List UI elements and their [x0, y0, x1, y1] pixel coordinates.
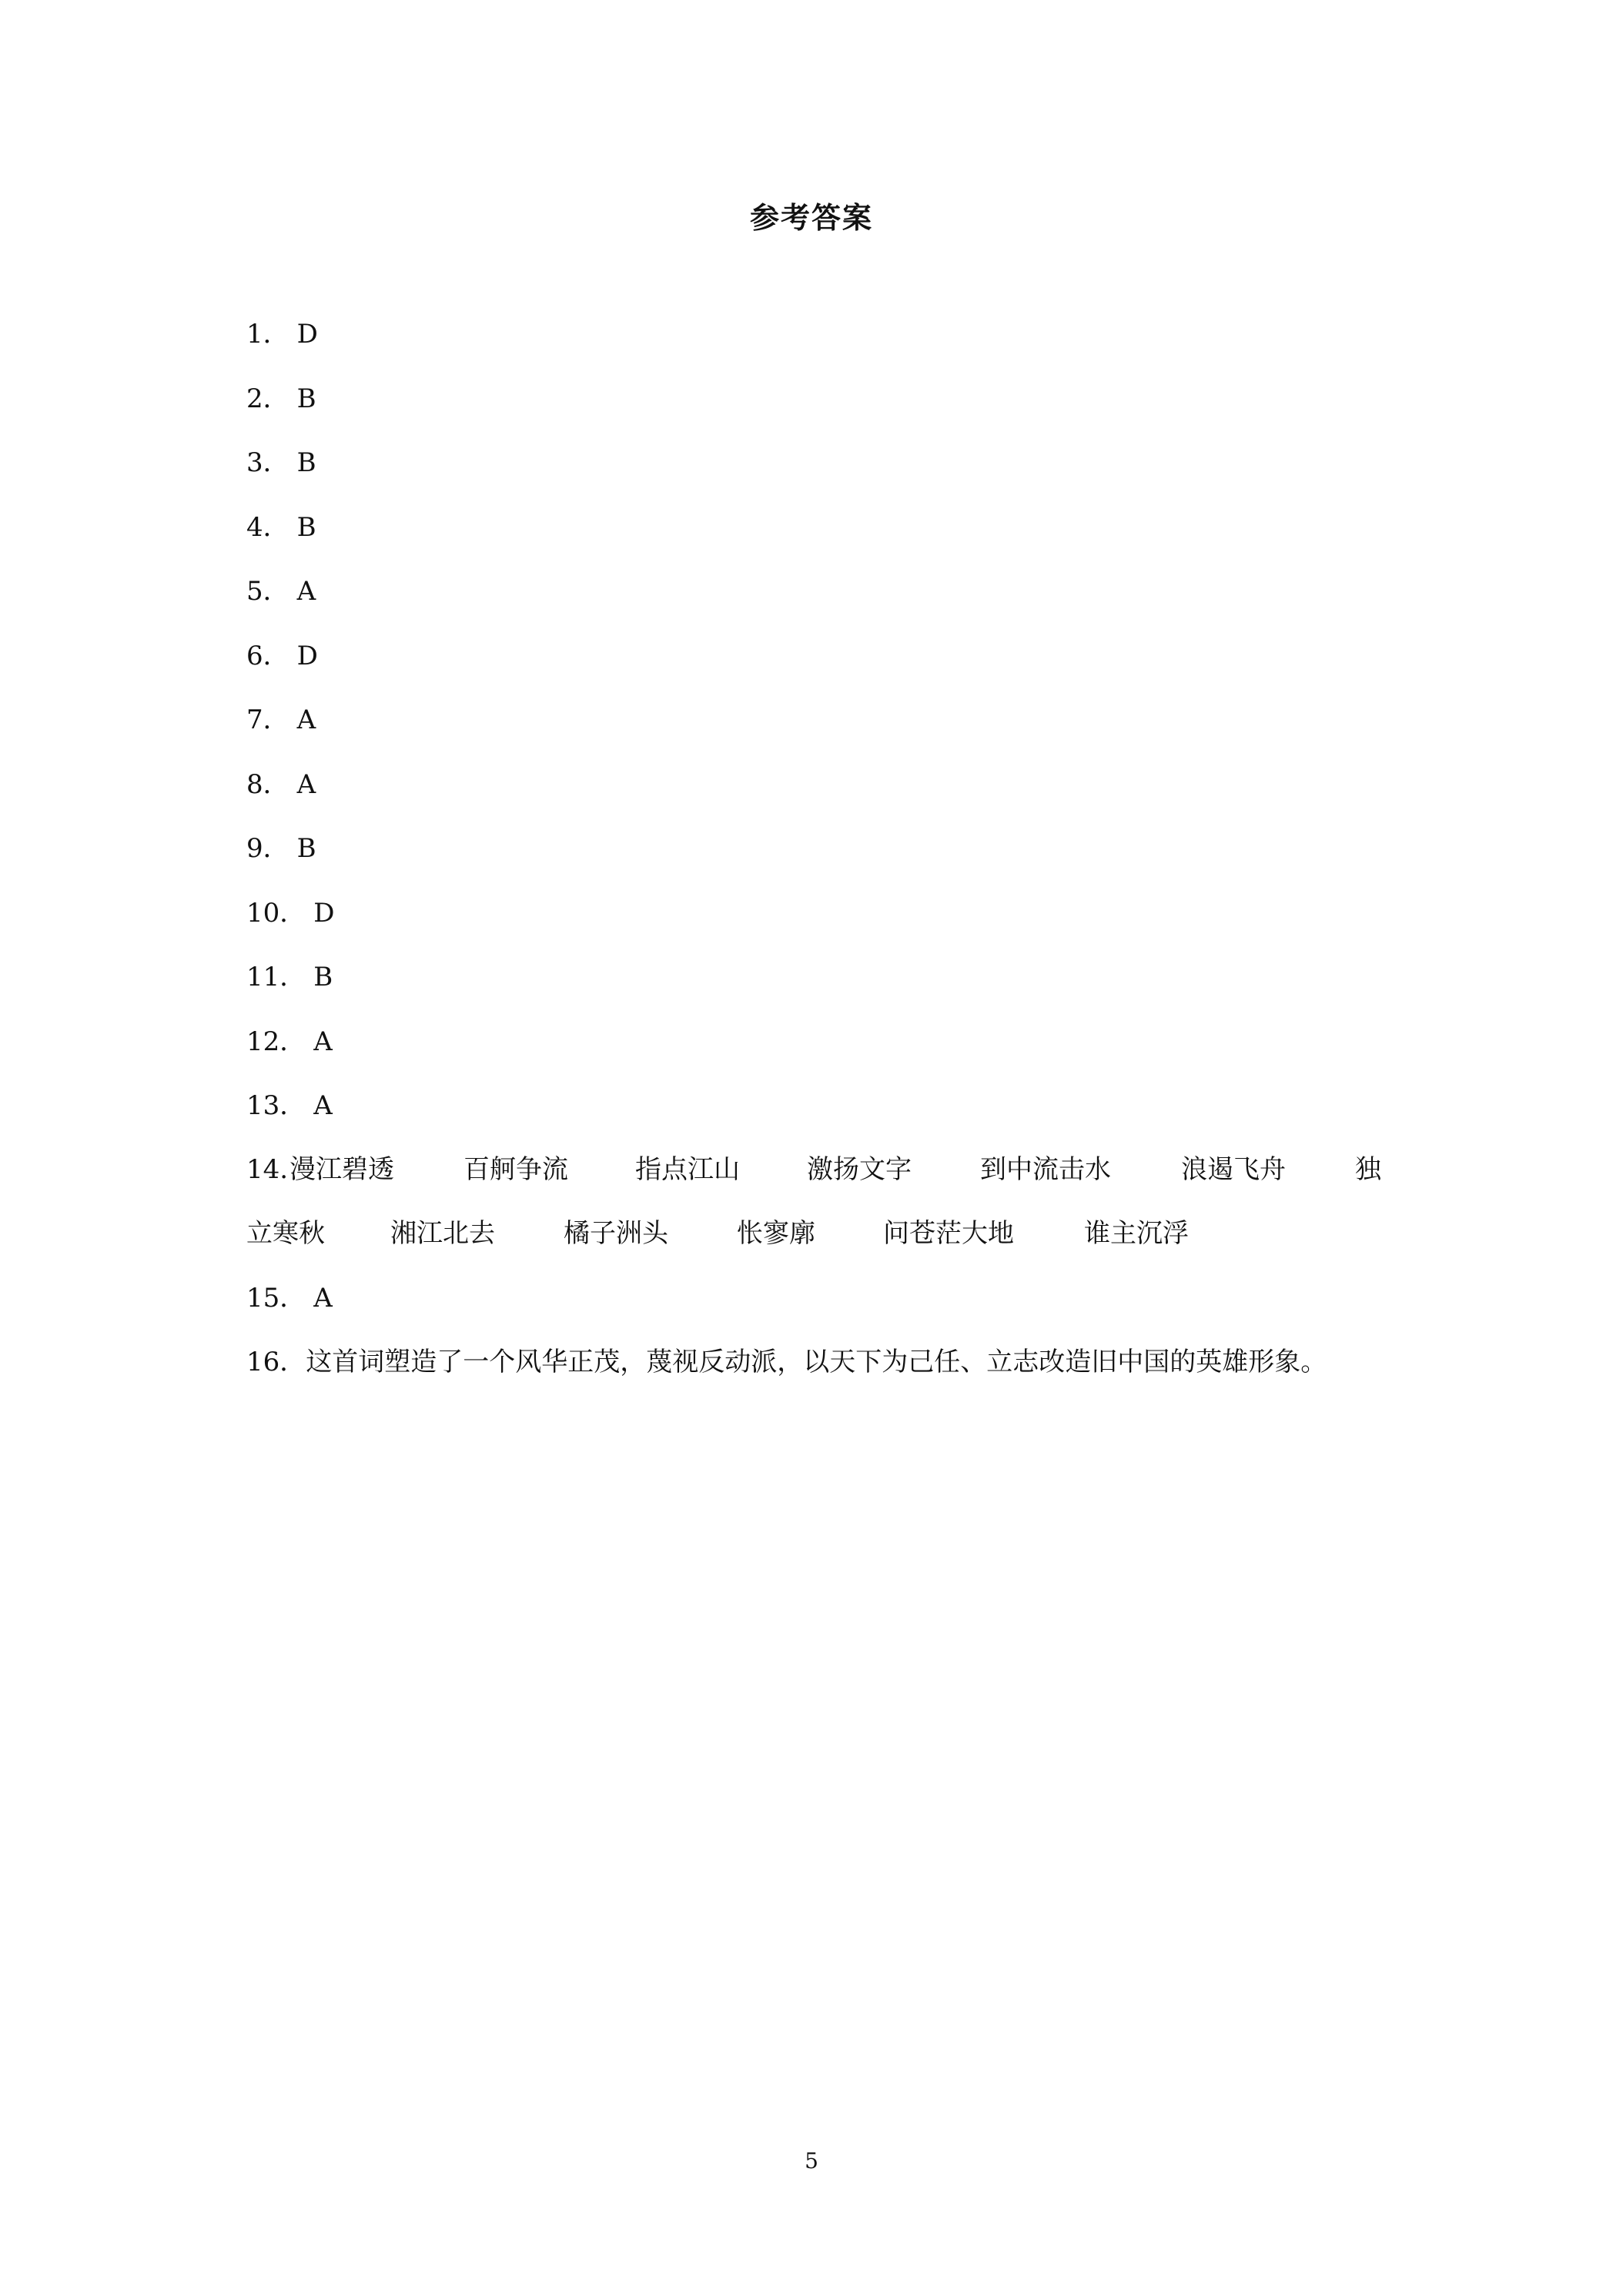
question-number: 7．: [246, 705, 289, 735]
answer-item: [246, 638, 1401, 702]
question-number: 8．: [246, 768, 289, 800]
phrase: 湘江北去: [390, 1218, 495, 1249]
question-number: 1．: [246, 319, 289, 350]
question-number: 14.: [246, 1154, 289, 1185]
answer-item: [246, 959, 1401, 1023]
answer-item: [246, 573, 1401, 638]
answer-text: B: [296, 447, 316, 478]
phrase: 指点江山: [635, 1154, 740, 1185]
answer-list: [246, 316, 1401, 1152]
question-number: 4．: [246, 511, 289, 543]
answer-text: A: [313, 1026, 333, 1057]
phrase: 漫江碧透: [289, 1154, 394, 1185]
question-number: 5．: [246, 576, 289, 607]
phrase: 百舸争流: [463, 1154, 568, 1185]
answer-item: [246, 701, 1401, 766]
phrase: 到中流击水: [980, 1154, 1111, 1185]
answer-item: [246, 1023, 1401, 1088]
answer-item: [246, 380, 1401, 445]
phrase: 问苍茫大地: [883, 1218, 1014, 1249]
question-number: 11．: [246, 962, 306, 992]
answer-item: [246, 316, 1401, 380]
q14-answer-line-2: [246, 1215, 1401, 1252]
phrase: 立寒秋: [246, 1218, 325, 1249]
question-number: 9．: [246, 833, 289, 864]
answer-text: B: [313, 962, 333, 992]
question-number: 10．: [246, 897, 306, 929]
answer-item: [246, 895, 1401, 959]
answer-text: 这首词塑造了一个风华正茂，蔑视反动派，以天下为己任、立志改造旧中国的英雄形象。: [306, 1347, 1327, 1377]
phrase: 激扬文字: [807, 1154, 912, 1185]
answer-text: D: [313, 897, 335, 929]
answer-text: B: [296, 511, 316, 543]
question-number: 13．: [246, 1090, 306, 1121]
answer-item: [246, 766, 1401, 831]
question-number: 16．: [246, 1347, 306, 1377]
answer-text: A: [296, 768, 316, 800]
question-number: 2．: [246, 383, 289, 414]
answer-item: [246, 509, 1401, 574]
answer-text: A: [313, 1090, 333, 1121]
page-title: 参考答案: [749, 201, 873, 235]
answer-item: [246, 830, 1401, 895]
question-number: 3．: [246, 447, 289, 478]
phrase: 浪遏飞舟: [1181, 1154, 1286, 1185]
phrase: 谁主沉浮: [1084, 1218, 1189, 1249]
answer-text: A: [296, 705, 316, 735]
answer-text: A: [313, 1283, 333, 1314]
question-number: 12．: [246, 1026, 306, 1057]
page-number: 5: [805, 2148, 818, 2174]
question-number: 6．: [246, 640, 289, 671]
phrase: 橘子洲头: [564, 1218, 668, 1249]
answer-text: D: [296, 640, 318, 671]
phrase: 怅寥廓: [737, 1218, 815, 1249]
answer-text: B: [296, 383, 316, 414]
answer-item: [246, 1344, 1327, 1381]
phrase: 独: [1355, 1154, 1381, 1185]
answer-text: D: [296, 319, 318, 350]
answer-text: A: [296, 576, 316, 607]
answer-item: [246, 444, 1401, 509]
q14-answer-line-1: [246, 1151, 1401, 1188]
question-number: 15．: [246, 1283, 306, 1314]
answer-item: [246, 1087, 1401, 1152]
answer-item: [246, 1280, 333, 1317]
answer-text: B: [296, 833, 316, 864]
